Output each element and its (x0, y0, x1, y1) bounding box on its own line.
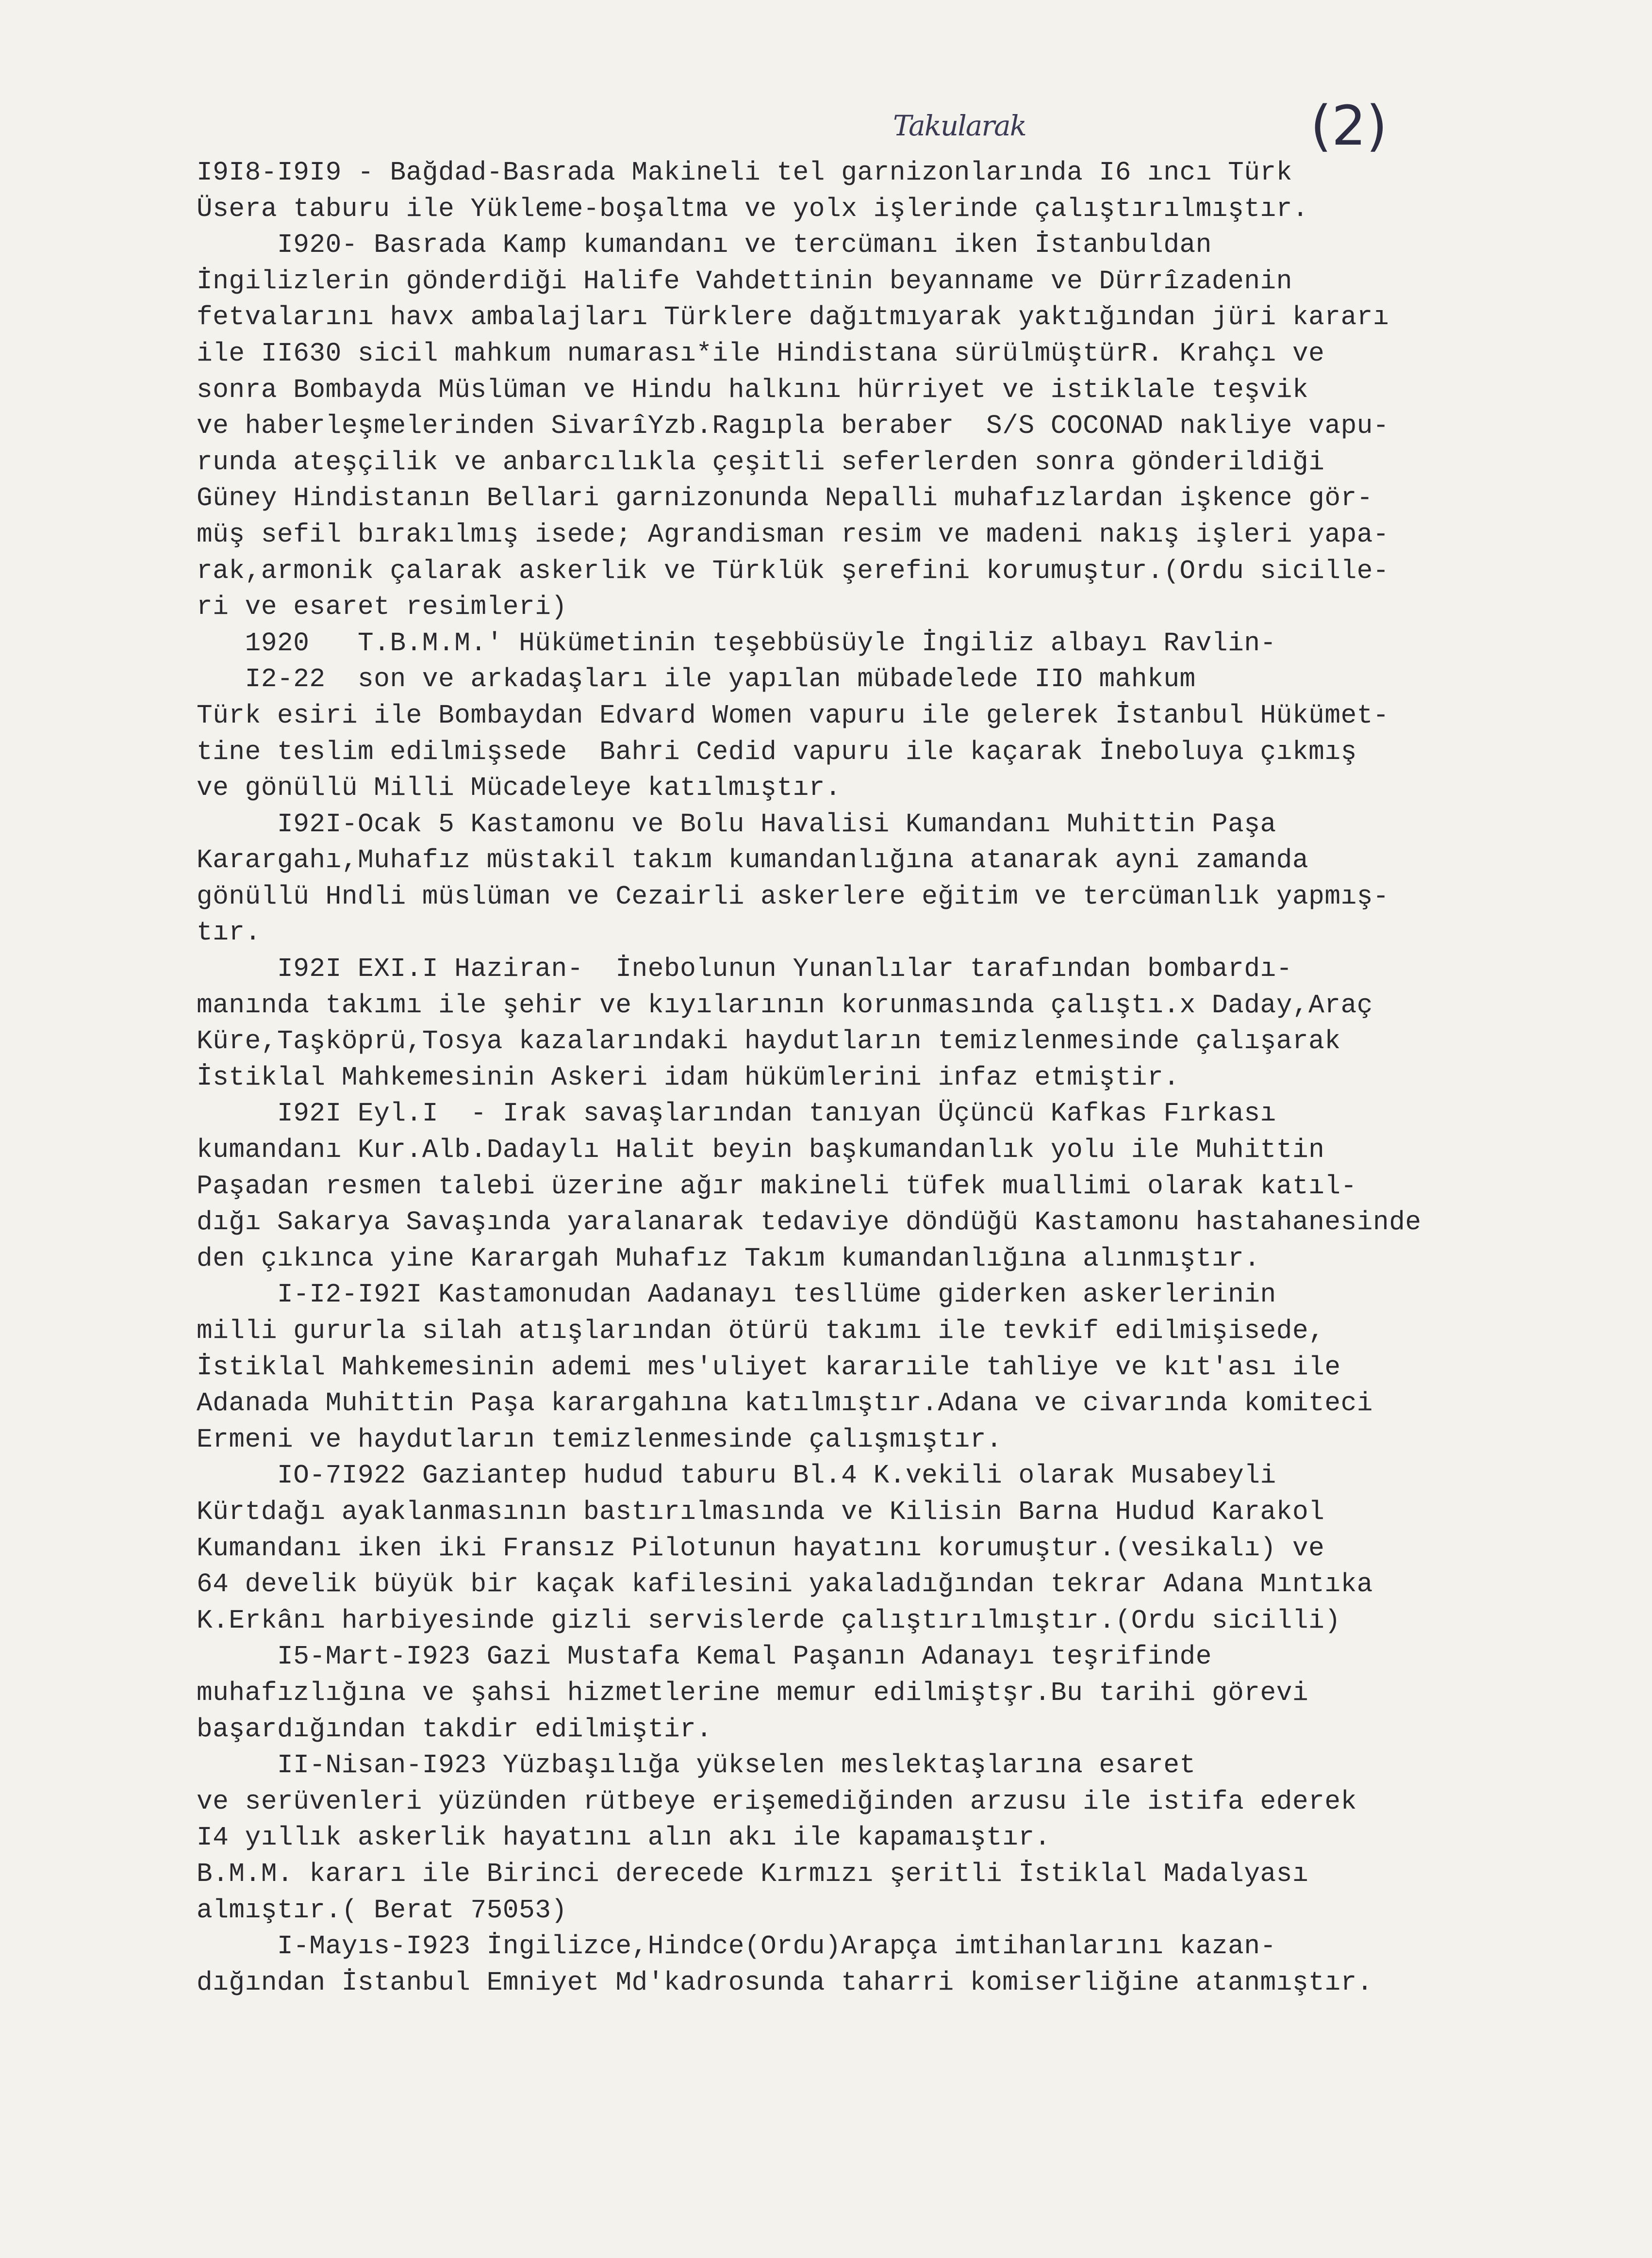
text-line: İstiklal Mahkemesinin ademi mes'uliyet kararıile tahliye ve kıt'ası ile (197, 1352, 1341, 1383)
text-line: Karargahı,Muhafız müstakil takım kumandanlığına atanarak ayni zamanda (197, 846, 1309, 876)
text-line: Kürtdağı ayaklanmasının bastırılmasında ve Kilisin Barna Hudud Karakol (197, 1497, 1325, 1527)
text-line: Ermeni ve haydutların temizlenmesinde çalışmıştır. (197, 1425, 1003, 1455)
text-line: I920- Basrada Kamp kumandanı ve tercümanı iken İstanbuldan (197, 231, 1212, 261)
typewritten-body (197, 155, 1604, 2001)
text-line: I2-22 son ve arkadaşları ile yapılan mübadelede IIO mahkum (197, 665, 1196, 695)
text-line: rak,armonik çalarak askerlik ve Türklük şerefini korumuştur.(Ordu sicille- (197, 556, 1389, 586)
text-line: İstiklal Mahkemesinin Askeri idam hükümlerini infaz etmiştir. (197, 1063, 1180, 1093)
text-line: almıştır.( Berat 75053) (197, 1895, 567, 1926)
page-header (170, 95, 1577, 163)
text-line: ri ve esaret resimleri) (197, 593, 567, 623)
text-line: I92I Eyl.I - Irak savaşlarından tanıyan Üçüncü Kafkas Fırkası (197, 1099, 1276, 1129)
text-line: müş sefil bırakılmış isede; Agrandisman resim ve madeni nakış işleri yapa- (197, 520, 1389, 550)
text-line: 1920 T.B.M.M.' Hükümetinin teşebbüsüyle İngiliz albayı Ravlin- (197, 628, 1276, 659)
text-line: Üsera taburu ile Yükleme-boşaltma ve yolx işlerinde çalıştırılmıştır. (197, 194, 1309, 224)
text-line: ve gönüllü Milli Mücadeleye katılmıştır. (197, 774, 842, 804)
text-line: ve serüvenleri yüzünden rütbeye erişemediğinden arzusu ile istifa ederek (197, 1787, 1357, 1817)
text-line: tır. (197, 918, 261, 948)
text-line: ve haberleşmelerinden SivarîYzb.Ragıpla beraber S/S COCONAD nakliye vapu- (197, 412, 1389, 442)
text-line: I5-Mart-I923 Gazi Mustafa Kemal Paşanın Adanayı teşrifinde (197, 1642, 1212, 1672)
text-line: Adanada Muhittin Paşa karargahına katılmıştır.Adana ve civarında komiteci (197, 1389, 1373, 1419)
text-line: I92I EXI.I Haziran- İnebolunun Yunanlılar tarafından bombardı- (197, 955, 1292, 985)
text-line: Küre,Taşköprü,Tosya kazalarındaki haydutların temizlenmesinde çalışarak (197, 1027, 1341, 1057)
text-line: Güney Hindistanın Bellari garnizonunda Nepalli muhafızlardan işkence gör- (197, 484, 1373, 514)
text-line: tine teslim edilmişsede Bahri Cedid vapuru ile kaçarak İneboluya çıkmış (197, 737, 1357, 767)
text-line: başardığından takdir edilmiştir. (197, 1714, 712, 1745)
page-number: (2) (1310, 95, 1388, 158)
text-line: IO-7I922 Gaziantep hudud taburu Bl.4 K.vekili olarak Musabeyli (197, 1461, 1276, 1491)
text-line: gönüllü Hndli müslüman ve Cezairli askerlere eğitim ve tercümanlık yapmış- (197, 882, 1389, 912)
text-line: I4 yıllık askerlik hayatını alın akı ile kapamaıştır. (197, 1823, 1051, 1853)
text-line: I9I8-I9I9 - Bağdad-Basrada Makineli tel garnizonlarında I6 ıncı Türk (197, 158, 1292, 188)
text-line: runda ateşçilik ve anbarcılıkla çeşitli seferlerden sonra gönderildiği (197, 447, 1325, 478)
text-line: K.Erkânı harbiyesinde gizli servislerde çalıştırılmıştır.(Ordu sicilli) (197, 1606, 1341, 1636)
text-line: dığı Sakarya Savaşında yaralanarak tedaviye döndüğü Kastamonu hastahanesinde (197, 1208, 1421, 1238)
text-line: 64 develik büyük bir kaçak kafilesini yakaladığından tekrar Adana Mıntıka (197, 1570, 1373, 1600)
text-line: sonra Bombayda Müslüman ve Hindu halkını hürriyet ve istiklale teşvik (197, 375, 1309, 405)
text-line: Paşadan resmen talebi üzerine ağır makineli tüfek muallimi olarak katıl- (197, 1171, 1357, 1202)
text-line: I-Mayıs-I923 İngilizce,Hindce(Ordu)Arapça imtihanlarını kazan- (197, 1932, 1276, 1962)
text-line: Kumandanı iken iki Fransız Pilotunun hayatını korumuştur.(vesikalı) ve (197, 1533, 1325, 1564)
text-line: I92I-Ocak 5 Kastamonu ve Bolu Havalisi Kumandanı Muhittin Paşa (197, 809, 1276, 840)
text-line: B.M.M. kararı ile Birinci derecede Kırmızı şeritli İstiklal Madalyası (197, 1859, 1309, 1889)
text-line: kumandanı Kur.Alb.Dadaylı Halit beyin başkumandanlık yolu ile Muhittin (197, 1136, 1325, 1166)
text-line: I-I2-I92I Kastamonudan Aadanayı tesllüme giderken askerlerinin (197, 1280, 1276, 1310)
text-line: İngilizlerin gönderdiği Halife Vahdettinin beyanname ve Dürrîzadenin (197, 266, 1292, 297)
text-line: muhafızlığına ve şahsi hizmetlerine memur edilmiştşr.Bu tarihi görevi (197, 1678, 1309, 1708)
text-line: milli gururla silah atışlarından ötürü takımı ile tevkif edilmişisede, (197, 1317, 1325, 1346)
text-line: fetvalarını havx ambalajları Türklere dağıtmıyarak yaktığından jüri kararı (197, 303, 1389, 333)
handwritten-note: Takularak (893, 109, 1026, 142)
text-line: Türk esiri ile Bombaydan Edvard Women vapuru ile gelerek İstanbul Hükümet- (197, 701, 1389, 731)
text-line: ile II630 sicil mahkum numarası*ile Hindistana sürülmüştürR. Krahçı ve (197, 339, 1325, 369)
text-line: II-Nisan-I923 Yüzbaşılığa yükselen meslektaşlarına esaret (197, 1751, 1196, 1781)
text-line: dığından İstanbul Emniyet Md'kadrosunda taharri komiserliğine atanmıştır. (197, 1968, 1373, 1998)
text-line: den çıkınca yine Karargah Muhafız Takım kumandanlığına alınmıştır. (197, 1244, 1260, 1274)
text-line: manında takımı ile şehir ve kıyılarının korunmasında çalıştı.x Daday,Araç (197, 990, 1373, 1021)
